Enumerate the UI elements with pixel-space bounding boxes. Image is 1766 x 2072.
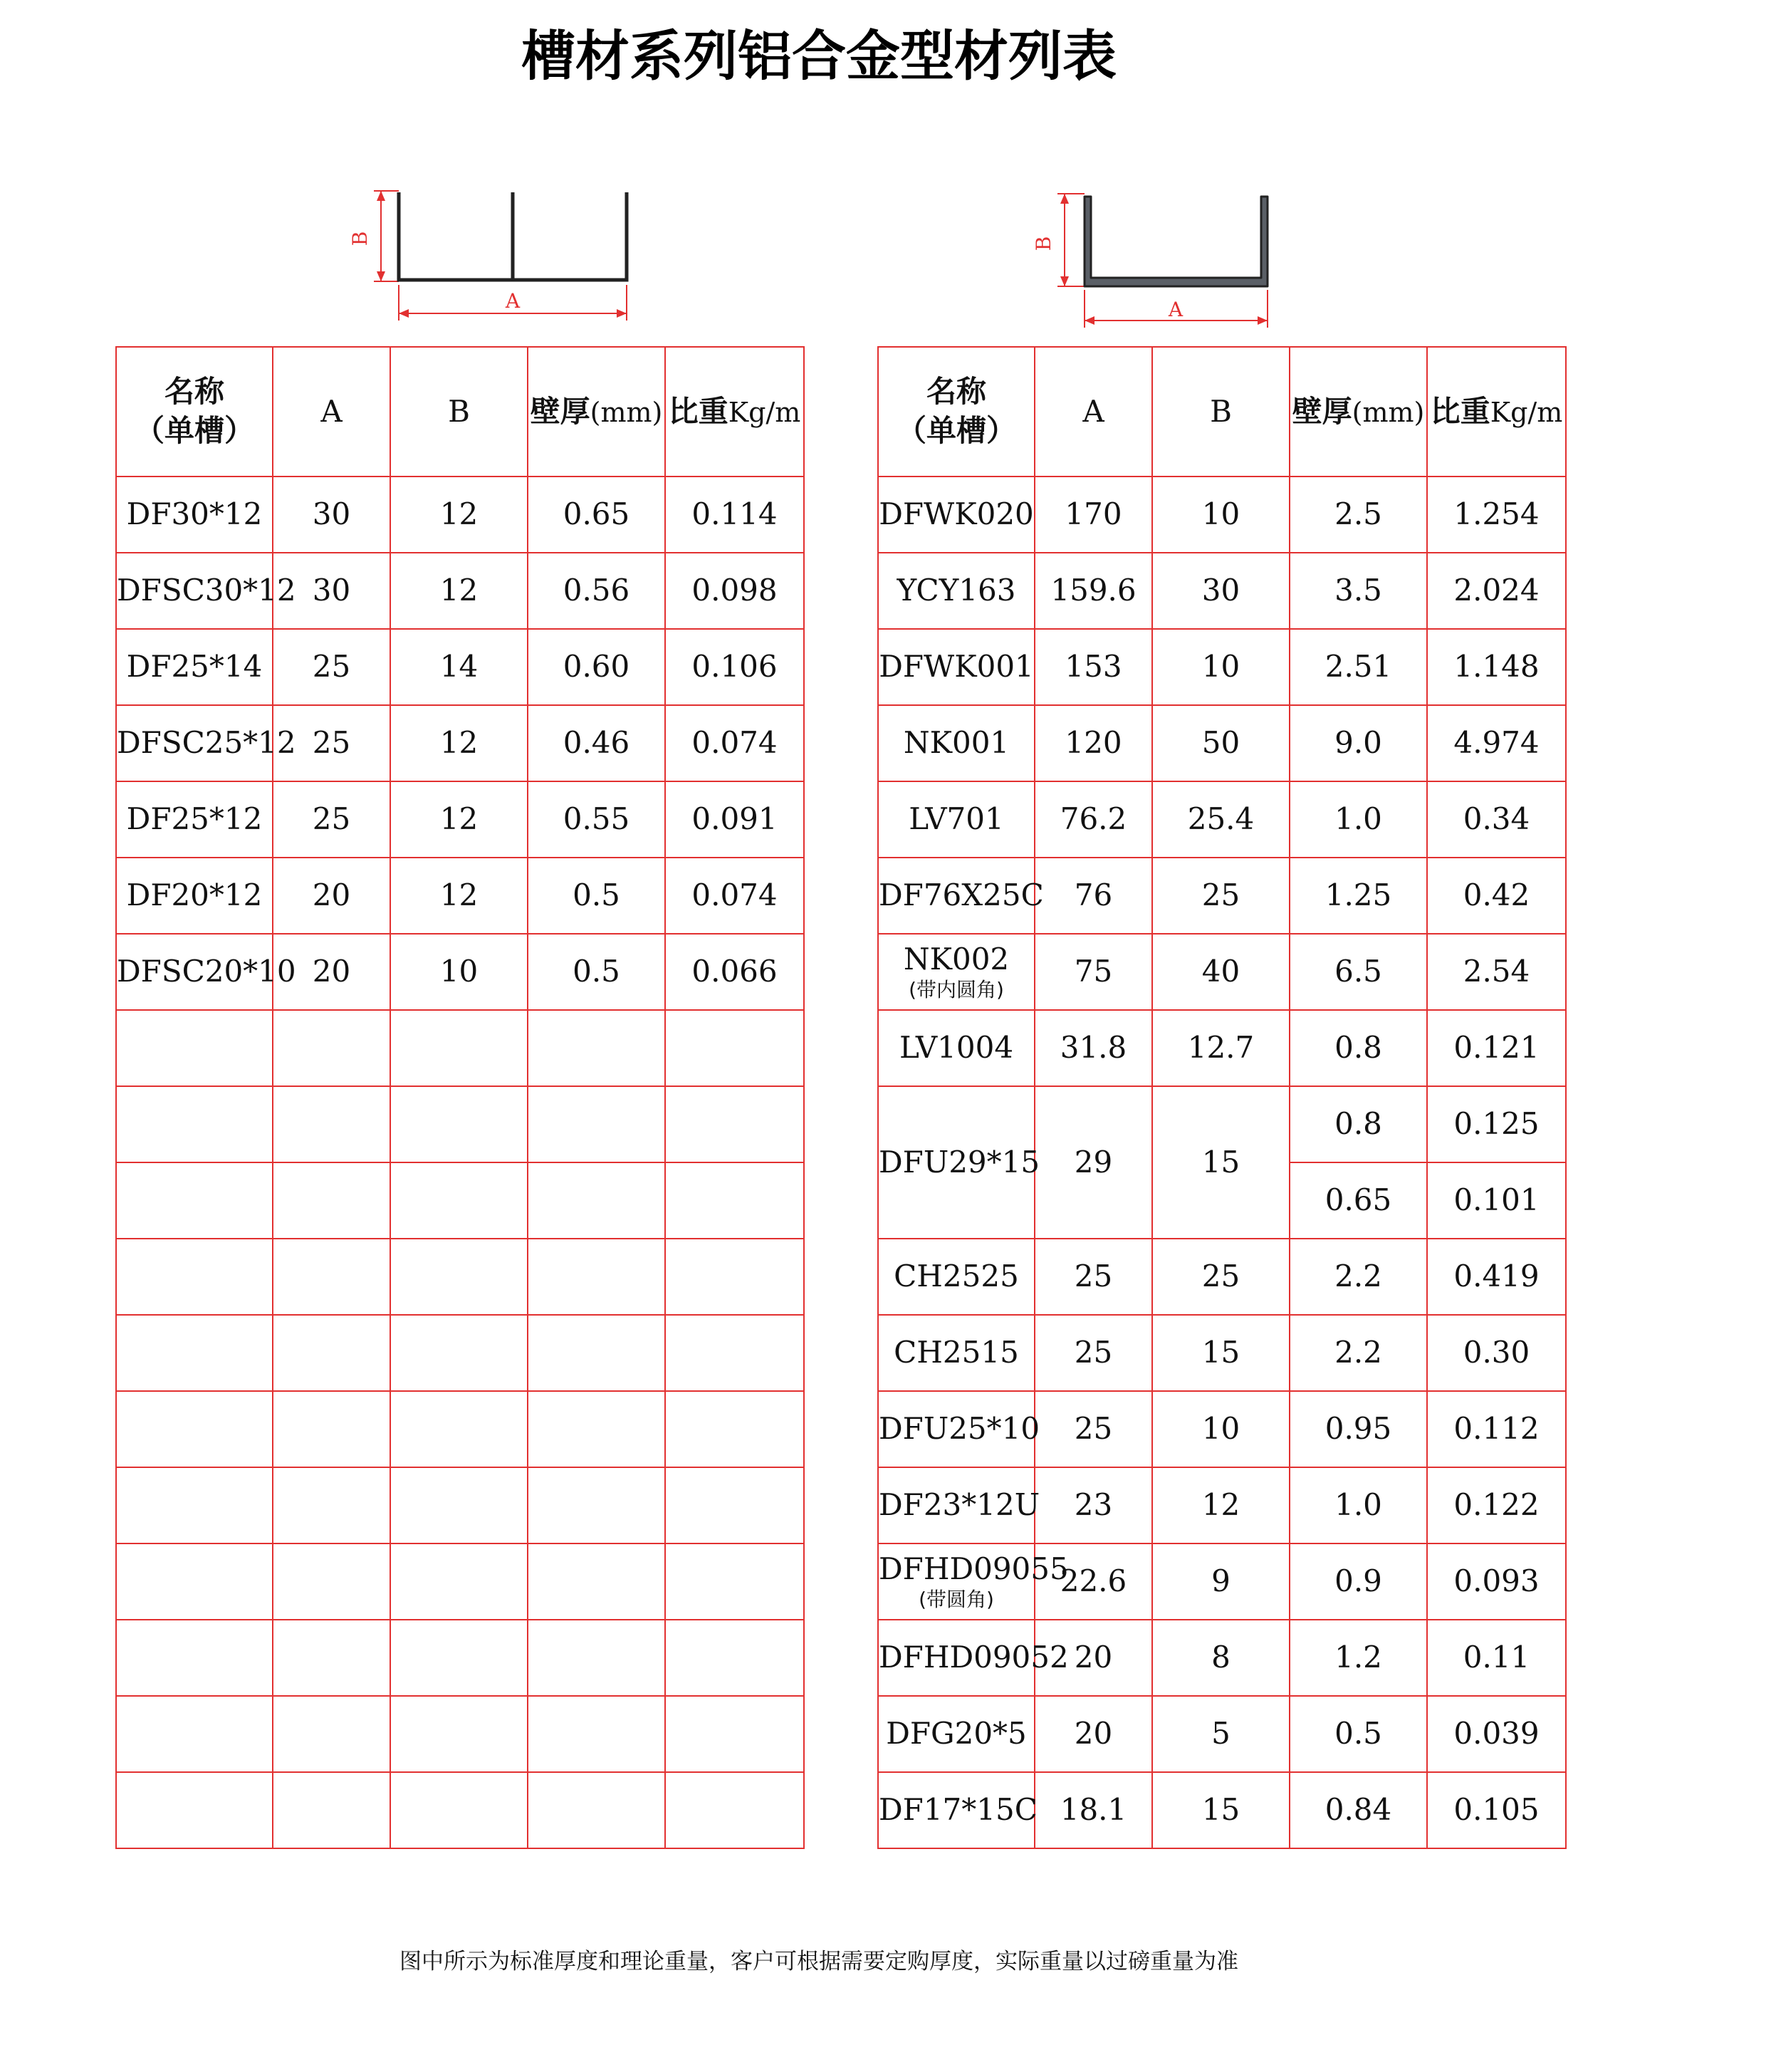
empty-cell bbox=[665, 1620, 804, 1696]
empty-cell bbox=[528, 1391, 665, 1467]
cell-name bbox=[878, 934, 1035, 1010]
header-thickness-unit: (mm) bbox=[590, 396, 663, 428]
header-thickness bbox=[528, 347, 665, 477]
table-row bbox=[878, 1315, 1566, 1391]
cell-name-text: DFHD09055 bbox=[879, 1551, 1069, 1586]
cell-weight: 0.419 bbox=[1427, 1239, 1566, 1315]
cell-name-text: CH2525 bbox=[894, 1259, 1019, 1294]
cell-weight: 0.30 bbox=[1427, 1315, 1566, 1391]
cell-name-text: LV1004 bbox=[899, 1030, 1014, 1066]
cell-weight: 0.074 bbox=[665, 858, 804, 934]
empty-cell bbox=[390, 1315, 528, 1391]
header-name-line1: 名称 bbox=[164, 374, 224, 410]
cell-a: 75 bbox=[1035, 934, 1152, 1010]
table-header-row bbox=[878, 347, 1566, 477]
cell-b: 9 bbox=[1152, 1543, 1290, 1620]
table-row bbox=[878, 553, 1566, 629]
table-row bbox=[878, 1086, 1566, 1162]
cell-name bbox=[116, 705, 296, 781]
cell-name-text: DF76X25C bbox=[879, 878, 1044, 913]
cell-weight: 0.112 bbox=[1427, 1391, 1566, 1467]
cell-thickness: 0.8 bbox=[1290, 1086, 1427, 1162]
header-name bbox=[878, 347, 1035, 477]
table-row bbox=[878, 781, 1566, 858]
empty-cell bbox=[528, 1620, 665, 1696]
cell-weight: 0.039 bbox=[1427, 1696, 1566, 1772]
cell-name bbox=[878, 1239, 1035, 1315]
header-name-line2: （单槽） bbox=[896, 413, 1016, 448]
cell-name bbox=[116, 477, 273, 553]
cell-name bbox=[116, 781, 273, 858]
cell-name-text: DF25*12 bbox=[126, 801, 263, 837]
cell-name-text: DF25*14 bbox=[126, 649, 263, 684]
empty-row bbox=[116, 1772, 804, 1848]
empty-cell bbox=[273, 1772, 390, 1848]
cell-thickness: 1.0 bbox=[1290, 1467, 1427, 1543]
header-a: A bbox=[273, 347, 390, 477]
cell-thickness: 0.8 bbox=[1290, 1010, 1427, 1086]
cell-b: 10 bbox=[1152, 1391, 1290, 1467]
cell-b: 30 bbox=[1152, 553, 1290, 629]
table-row bbox=[116, 934, 804, 1010]
empty-cell bbox=[116, 1239, 273, 1315]
cell-name bbox=[116, 553, 296, 629]
cell-weight: 0.114 bbox=[665, 477, 804, 553]
cell-b: 8 bbox=[1152, 1620, 1290, 1696]
cell-thickness: 1.0 bbox=[1290, 781, 1427, 858]
table-row bbox=[878, 934, 1566, 1010]
cell-a: 22.6 bbox=[1035, 1543, 1152, 1620]
table-row bbox=[878, 1391, 1566, 1467]
empty-cell bbox=[116, 1772, 273, 1848]
left-spec-table bbox=[115, 346, 805, 1849]
empty-cell bbox=[273, 1239, 390, 1315]
empty-row bbox=[116, 1620, 804, 1696]
cell-name-text: DFU29*15 bbox=[879, 1144, 1040, 1180]
header-thickness-main: 壁厚 bbox=[530, 393, 590, 429]
cell-thickness: 0.65 bbox=[1290, 1162, 1427, 1239]
table-row bbox=[878, 1696, 1566, 1772]
table-row bbox=[878, 629, 1566, 705]
empty-cell bbox=[390, 1696, 528, 1772]
cell-weight: 4.974 bbox=[1427, 705, 1566, 781]
cell-thickness: 6.5 bbox=[1290, 934, 1427, 1010]
cell-thickness: 2.2 bbox=[1290, 1315, 1427, 1391]
empty-cell bbox=[390, 1086, 528, 1162]
cell-a: 76.2 bbox=[1035, 781, 1152, 858]
header-weight bbox=[665, 347, 804, 477]
footnote: 图中所示为标准厚度和理论重量，客户可根据需要定购厚度，实际重量以过磅重量为准 bbox=[399, 1949, 1238, 1974]
cell-a: 25 bbox=[1035, 1239, 1152, 1315]
cell-a: 159.6 bbox=[1035, 553, 1152, 629]
empty-row bbox=[116, 1315, 804, 1391]
cell-a: 23 bbox=[1035, 1467, 1152, 1543]
empty-cell bbox=[273, 1620, 390, 1696]
table-row bbox=[878, 1239, 1566, 1315]
header-a: A bbox=[1035, 347, 1152, 477]
cell-thickness: 0.55 bbox=[528, 781, 665, 858]
empty-cell bbox=[528, 1543, 665, 1620]
empty-cell bbox=[528, 1467, 665, 1543]
header-name-line2: （单槽） bbox=[134, 413, 254, 448]
cell-a: 76 bbox=[1035, 858, 1152, 934]
cell-weight: 2.024 bbox=[1427, 553, 1566, 629]
empty-row bbox=[116, 1543, 804, 1620]
empty-cell bbox=[528, 1086, 665, 1162]
cell-name bbox=[878, 629, 1035, 705]
empty-cell bbox=[116, 1010, 273, 1086]
cell-weight: 0.074 bbox=[665, 705, 804, 781]
cell-name bbox=[878, 1315, 1035, 1391]
cell-thickness: 0.5 bbox=[528, 934, 665, 1010]
empty-cell bbox=[665, 1162, 804, 1239]
table-row bbox=[878, 1010, 1566, 1086]
header-weight-unit: Kg/m bbox=[1490, 396, 1563, 428]
cell-b: 15 bbox=[1152, 1086, 1290, 1239]
empty-cell bbox=[116, 1467, 273, 1543]
empty-cell bbox=[273, 1162, 390, 1239]
cell-weight: 0.066 bbox=[665, 934, 804, 1010]
right-spec-table bbox=[877, 346, 1567, 1849]
header-name-line1: 名称 bbox=[926, 374, 986, 410]
cell-name-note: (带内圆角) bbox=[909, 977, 1004, 1001]
cell-name-text: DF30*12 bbox=[126, 496, 263, 532]
table-row bbox=[116, 553, 804, 629]
table-row bbox=[116, 858, 804, 934]
cell-b: 25 bbox=[1152, 1239, 1290, 1315]
cell-weight: 0.11 bbox=[1427, 1620, 1566, 1696]
empty-cell bbox=[116, 1391, 273, 1467]
empty-cell bbox=[665, 1391, 804, 1467]
empty-cell bbox=[528, 1315, 665, 1391]
cell-name bbox=[878, 1772, 1038, 1848]
empty-row bbox=[116, 1162, 804, 1239]
empty-cell bbox=[665, 1467, 804, 1543]
cell-b: 12 bbox=[1152, 1467, 1290, 1543]
empty-cell bbox=[273, 1010, 390, 1086]
cell-weight: 0.106 bbox=[665, 629, 804, 705]
table-header-row bbox=[116, 347, 804, 477]
empty-cell bbox=[390, 1772, 528, 1848]
cell-name-text: NK001 bbox=[903, 725, 1010, 761]
cell-b: 40 bbox=[1152, 934, 1290, 1010]
empty-cell bbox=[273, 1543, 390, 1620]
cell-name-text: NK002 bbox=[903, 941, 1010, 977]
empty-cell bbox=[528, 1010, 665, 1086]
empty-cell bbox=[273, 1086, 390, 1162]
cell-name-text: DFSC25*12 bbox=[117, 725, 296, 761]
cell-weight: 0.091 bbox=[665, 781, 804, 858]
cell-weight: 0.093 bbox=[1427, 1543, 1566, 1620]
cell-b: 12 bbox=[390, 477, 528, 553]
cell-name-text: LV701 bbox=[909, 801, 1004, 837]
empty-cell bbox=[273, 1315, 390, 1391]
table-row bbox=[116, 477, 804, 553]
table-row bbox=[116, 781, 804, 858]
cell-name-text: CH2515 bbox=[894, 1335, 1019, 1370]
cell-name-text: DFWK001 bbox=[879, 649, 1034, 684]
cell-name-text: YCY163 bbox=[897, 573, 1016, 608]
cell-name bbox=[878, 1696, 1035, 1772]
empty-cell bbox=[390, 1239, 528, 1315]
cell-a: 153 bbox=[1035, 629, 1152, 705]
cell-a: 25 bbox=[273, 705, 390, 781]
cell-a: 29 bbox=[1035, 1086, 1152, 1239]
double-channel-diagram bbox=[348, 185, 652, 328]
table-row bbox=[878, 705, 1566, 781]
cell-b: 12 bbox=[390, 705, 528, 781]
cell-thickness: 2.2 bbox=[1290, 1239, 1427, 1315]
cell-name bbox=[878, 858, 1044, 934]
table-row bbox=[878, 858, 1566, 934]
empty-cell bbox=[390, 1467, 528, 1543]
width-label-right: A bbox=[1168, 298, 1184, 321]
cell-a: 170 bbox=[1035, 477, 1152, 553]
cell-a: 25 bbox=[1035, 1391, 1152, 1467]
cell-a: 31.8 bbox=[1035, 1010, 1152, 1086]
cell-b: 12 bbox=[390, 781, 528, 858]
cell-weight: 0.42 bbox=[1427, 858, 1566, 934]
cell-thickness: 3.5 bbox=[1290, 553, 1427, 629]
cell-weight: 0.125 bbox=[1427, 1086, 1566, 1162]
header-thickness-main: 壁厚 bbox=[1292, 393, 1352, 429]
cell-a: 20 bbox=[1035, 1620, 1152, 1696]
cell-b: 14 bbox=[390, 629, 528, 705]
empty-cell bbox=[390, 1391, 528, 1467]
cell-weight: 0.101 bbox=[1427, 1162, 1566, 1239]
cell-a: 20 bbox=[1035, 1696, 1152, 1772]
cell-thickness: 0.5 bbox=[1290, 1696, 1427, 1772]
cell-a: 20 bbox=[273, 858, 390, 934]
cell-thickness: 2.5 bbox=[1290, 477, 1427, 553]
empty-cell bbox=[665, 1010, 804, 1086]
cell-name bbox=[878, 781, 1035, 858]
cell-weight: 0.105 bbox=[1427, 1772, 1566, 1848]
empty-cell bbox=[665, 1772, 804, 1848]
header-name bbox=[116, 347, 273, 477]
cell-name-text: DFWK020 bbox=[879, 496, 1034, 532]
empty-cell bbox=[665, 1239, 804, 1315]
empty-cell bbox=[273, 1467, 390, 1543]
cell-thickness: 0.95 bbox=[1290, 1391, 1427, 1467]
cell-b: 12 bbox=[390, 858, 528, 934]
cell-name-text: DFSC30*12 bbox=[117, 573, 296, 608]
cell-thickness: 0.5 bbox=[528, 858, 665, 934]
cell-thickness: 0.46 bbox=[528, 705, 665, 781]
cell-name bbox=[116, 858, 273, 934]
empty-cell bbox=[116, 1315, 273, 1391]
cell-thickness: 2.51 bbox=[1290, 629, 1427, 705]
cell-weight: 0.34 bbox=[1427, 781, 1566, 858]
empty-cell bbox=[390, 1620, 528, 1696]
cell-name-text: DF17*15C bbox=[879, 1792, 1038, 1828]
cell-b: 50 bbox=[1152, 705, 1290, 781]
empty-cell bbox=[116, 1620, 273, 1696]
empty-cell bbox=[273, 1696, 390, 1772]
empty-row bbox=[116, 1391, 804, 1467]
cell-b: 25 bbox=[1152, 858, 1290, 934]
cell-b: 10 bbox=[1152, 477, 1290, 553]
empty-row bbox=[116, 1086, 804, 1162]
cell-name bbox=[878, 553, 1035, 629]
header-weight-main: 比重 bbox=[1430, 393, 1490, 429]
empty-row bbox=[116, 1239, 804, 1315]
cell-thickness: 1.2 bbox=[1290, 1620, 1427, 1696]
cell-name bbox=[878, 477, 1035, 553]
empty-cell bbox=[390, 1162, 528, 1239]
empty-cell bbox=[390, 1010, 528, 1086]
cell-a: 25 bbox=[1035, 1315, 1152, 1391]
cell-thickness: 1.25 bbox=[1290, 858, 1427, 934]
cell-weight: 1.148 bbox=[1427, 629, 1566, 705]
table-row bbox=[878, 477, 1566, 553]
cell-a: 18.1 bbox=[1035, 1772, 1152, 1848]
cell-thickness: 0.9 bbox=[1290, 1543, 1427, 1620]
cell-name bbox=[116, 629, 273, 705]
cell-weight: 2.54 bbox=[1427, 934, 1566, 1010]
cell-weight: 0.121 bbox=[1427, 1010, 1566, 1086]
cell-b: 5 bbox=[1152, 1696, 1290, 1772]
empty-cell bbox=[390, 1543, 528, 1620]
cell-thickness: 0.56 bbox=[528, 553, 665, 629]
cell-name bbox=[116, 934, 296, 1010]
height-label-left: B bbox=[348, 231, 372, 246]
header-thickness bbox=[1290, 347, 1427, 477]
header-weight bbox=[1427, 347, 1566, 477]
empty-cell bbox=[528, 1696, 665, 1772]
cell-thickness: 0.65 bbox=[528, 477, 665, 553]
empty-row bbox=[116, 1010, 804, 1086]
header-thickness-unit: (mm) bbox=[1352, 396, 1425, 428]
table-row bbox=[878, 1543, 1566, 1620]
cell-a: 25 bbox=[273, 629, 390, 705]
cell-name-note: (带圆角) bbox=[919, 1587, 994, 1611]
cell-name bbox=[878, 1086, 1040, 1239]
cell-name-text: DF23*12U bbox=[879, 1487, 1040, 1523]
cell-weight: 0.122 bbox=[1427, 1467, 1566, 1543]
width-label-left: A bbox=[505, 289, 521, 313]
cell-name bbox=[878, 1010, 1035, 1086]
cell-b: 15 bbox=[1152, 1315, 1290, 1391]
empty-cell bbox=[528, 1772, 665, 1848]
page-title: 槽材系列铝合金型材列表 bbox=[521, 24, 1117, 88]
cell-a: 25 bbox=[273, 781, 390, 858]
header-b: B bbox=[1152, 347, 1290, 477]
empty-cell bbox=[116, 1696, 273, 1772]
cell-b: 25.4 bbox=[1152, 781, 1290, 858]
cell-b: 10 bbox=[390, 934, 528, 1010]
empty-cell bbox=[528, 1239, 665, 1315]
empty-cell bbox=[665, 1696, 804, 1772]
empty-row bbox=[116, 1467, 804, 1543]
empty-row bbox=[116, 1696, 804, 1772]
table-row bbox=[878, 1620, 1566, 1696]
u-channel-diagram bbox=[1032, 187, 1292, 329]
cell-name bbox=[878, 705, 1035, 781]
empty-cell bbox=[528, 1162, 665, 1239]
cell-a: 30 bbox=[273, 553, 390, 629]
cell-thickness: 0.84 bbox=[1290, 1772, 1427, 1848]
cell-name bbox=[878, 1543, 1069, 1620]
table-row bbox=[878, 1772, 1566, 1848]
empty-cell bbox=[665, 1315, 804, 1391]
cell-name-text: DF20*12 bbox=[126, 878, 263, 913]
cell-a: 30 bbox=[273, 477, 390, 553]
cell-name-text: DFSC20*10 bbox=[117, 954, 296, 989]
cell-b: 10 bbox=[1152, 629, 1290, 705]
cell-name-text: DFG20*5 bbox=[886, 1716, 1027, 1751]
empty-cell bbox=[665, 1543, 804, 1620]
cell-b: 12 bbox=[390, 553, 528, 629]
cell-name bbox=[878, 1391, 1040, 1467]
cell-name-text: DFU25*10 bbox=[879, 1411, 1040, 1447]
empty-cell bbox=[116, 1162, 273, 1239]
cell-thickness: 9.0 bbox=[1290, 705, 1427, 781]
height-label-right: B bbox=[1032, 236, 1055, 251]
table-row bbox=[116, 629, 804, 705]
cell-b: 12.7 bbox=[1152, 1010, 1290, 1086]
table-row bbox=[878, 1467, 1566, 1543]
cell-weight: 1.254 bbox=[1427, 477, 1566, 553]
cell-name-text: DFHD09052 bbox=[879, 1640, 1069, 1675]
empty-cell bbox=[665, 1086, 804, 1162]
header-weight-unit: Kg/m bbox=[728, 396, 801, 428]
empty-cell bbox=[116, 1086, 273, 1162]
empty-cell bbox=[273, 1391, 390, 1467]
empty-cell bbox=[116, 1543, 273, 1620]
table-row bbox=[116, 705, 804, 781]
cell-name bbox=[878, 1620, 1069, 1696]
cell-b: 15 bbox=[1152, 1772, 1290, 1848]
header-b: B bbox=[390, 347, 528, 477]
cell-a: 120 bbox=[1035, 705, 1152, 781]
cell-weight: 0.098 bbox=[665, 553, 804, 629]
cell-name bbox=[878, 1467, 1040, 1543]
cell-thickness: 0.60 bbox=[528, 629, 665, 705]
cell-a: 20 bbox=[273, 934, 390, 1010]
header-weight-main: 比重 bbox=[668, 393, 728, 429]
